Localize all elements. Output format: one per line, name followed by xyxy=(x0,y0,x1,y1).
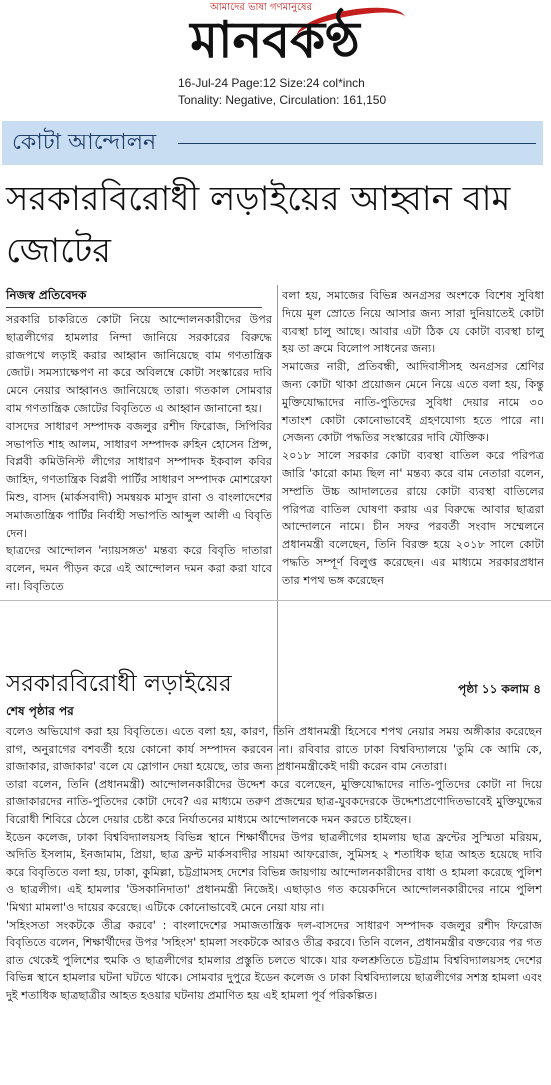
continuation-headline: সরকারবিরোধী লড়াইয়ের xyxy=(6,671,232,697)
article-kicker: কোটা আন্দোলন xyxy=(12,130,157,155)
continuation-subhead: শেষ পৃষ্ঠার পর xyxy=(6,704,74,718)
column-divider xyxy=(277,285,278,775)
column-paragraph: বলা হয়, সমাজের বিভিন্ন অনগ্রসর অংশকে বিশেষ সুবিধা দিয়ে মূল স্রোতে নিয়ে আসার জন্য সারা দুনিয়াতেই কোটা ব্যবস্থা চালু আছে। আবার এটা ঠিক যে কোটা ব্যবস্থা চালু হয় তা ক্রমে বিলোপ সাধনের জন্য। xyxy=(282,289,544,356)
newspaper-logo: মানবকণ্ঠ xyxy=(190,10,360,69)
kicker-bar xyxy=(2,121,543,165)
continuation-body xyxy=(6,723,542,1005)
column-paragraph: সরকারি চাকরিতে কোটা নিয়ে আন্দোলনকারীদের উপর ছাত্রলীগের হামলার নিন্দা জানিয়ে সরকারের বিরুদ্ধে রাজপথে লড়াই করার আহ্বান জানিয়েছে বাম গণতান্ত্রিক জোট। সমস্যাক্ষেপণ না করে অবিলম্বে কোটা সংস্কারের দাবি মেনে নেয়ার আহ্বানও জানিয়েছে তারা। গতকাল সোমবার বাম গণতান্ত্রিক জোটের বিবৃতিতে এ আহ্বান জানানো হয়। xyxy=(6,313,272,415)
column-paragraph: সমাজের নারী, প্রতিবন্ধী, আদিবাসীসহ অনগ্রসর শ্রেণির জন্য কোটা থাকা প্রয়োজন মেনে নিয়ে এতে বলা হয়, কিন্তু মুক্তিযোদ্ধাদের নাতি-পুতিদের সুবিধা দেয়ার নামে ৩০ শতাংশ কোটা কোনোভাবেই গ্রহণযোগ্য হতে পারে না। সেজন্য কোটা পদ্ধতির সংস্কারের দাবি যৌক্তিক। xyxy=(282,360,544,445)
byline-rule xyxy=(6,307,262,308)
continuation-paragraph: 'সহিংসতা সংকটকে তীব্র করবে' : বাংলাদেশের সমাজতান্ত্রিক দল-বাসদের সাধারণ সম্পাদক বজলুর রশীদ ফিরোজ বিবৃতিতে বলেন, শিক্ষার্থীদের উপর 'সহিংস' হামলা সংকটকে আরও তীব্র করবে। তিনি বলেন, প্রধানমন্ত্রীর বক্তব্যের পর গত রাত থেকেই পুলিশের হুমকি ও ছাত্রলীগের হামলার প্রস্তুতি চলতে থাকে। যার ফলশ্রুতিতে চট্টগ্রাম বিশ্ববিদ্যালয়সহ দেশের বিভিন্ন স্থানে হামলার ঘটনা ঘটতে থাকে। সোমবার দুপুরে ইডেন কলেজ ও ঢাকা বিশ্ববিদ্যালয়ে ছাত্রলীগের সশস্ত্র হামলা এবং দুই শতাধিক ছাত্রছাত্রীর আহত হওয়ার ঘটনায় প্রমাণিত হয় এই হামলা পূর্ব পরিকল্পিত। xyxy=(6,918,542,1002)
clipping-meta-tonality: Tonality: Negative, Circulation: 161,150 xyxy=(178,93,387,107)
article-column-2 xyxy=(282,287,544,590)
column-paragraph: ২০১৮ সালে সরকার কোটা ব্যবস্থা বাতিল করে পরিপত্র জারি 'কারো কাম্য ছিল না' মন্তব্য করে বাম নেতারা বলেন, সম্প্রতি উচ্চ আদালতের রায়ে কোটা ব্যবস্থা বাতিলের পরিপত্র বাতিল ঘোষণা করায় এর বিরুদ্ধে আবার ছাত্ররা আন্দোলনে নামে। চীন সফর পরবর্তী সংবাদ সম্মেলনে প্রধানমন্ত্রী বলেছেন, তিনি বিরক্ত হয়ে ২০১৮ সালে কোটা পদ্ধতি সম্পূর্ণ বিলুপ্ত করেছেন। এর মাধ্যমে সরকারপ্রধান তার শপথ ভঙ্গ করেছেন xyxy=(282,449,544,587)
jump-reference: পৃষ্ঠা ১১ কলাম ৪ xyxy=(458,682,541,696)
masthead-tagline: আমাদের ভাষা গণমানুষের xyxy=(210,2,313,13)
continuation-paragraph: ইডেন কলেজ, ঢাকা বিশ্ববিদ্যালয়সহ বিভিন্ন স্থানে শিক্ষার্থীদের উপর ছাত্রলীগের হামলায় ছাত্র ফ্রন্টের সুস্মিতা মরিয়ম, অদিতি ইসলাম, ইনজামাম, প্রিয়া, ছাত্র ফ্রন্ট মার্কসবাদীর সায়মা আফরোজ, সুমিসহ ২ শতাধিক ছাত্র আহত হয়েছে দাবি করে বিবৃতিতে বলা হয়, ঢাকা, কুমিল্লা, চট্টগ্রামসহ দেশের বিভিন্ন জায়গায় আন্দোলনকারীদের বাধা ও হামলা করেছে পুলিশ ও ছাত্রলীগ। এই হামলার 'উসকানিদাতা' প্রধানমন্ত্রী নিজেই। এছাড়াও গত কয়েকদিনে আন্দোলনকারীদের নামে পুলিশ 'মিথ্যা মামলা'ও দায়ের করেছে। এটিকে কোনোভাবেই মেনে নেয়া যায় না। xyxy=(6,830,542,914)
kicker-rule xyxy=(178,143,536,144)
continuation-paragraph: তারা বলেন, তিনি (প্রধানমন্ত্রী) আন্দোলনকারীদের উদ্দেশ করে বলেছেন, মুক্তিযোদ্ধাদের নাতি-পুতিদের কোটা না দিয়ে রাজাকারদের নাতি-পুতিদের কোটা দেবে? এর মাধ্যমে তরুণ প্রজন্মের ছাত্র-যুবকদেরকে উদ্দেশ্যপ্রণোদিতভাবেই মুক্তিযুদ্ধের বিরোধী শিবিরে ঠেলে দেয়ার চেষ্টা করে নির্যাতনের মাধ্যমে আন্দোলনকে দমন করতে চাইছেন। xyxy=(6,777,542,826)
column-paragraph: বাসদের সাধারণ সম্পাদক বজলুর রশীদ ফিরোজ, সিপিবির সভাপতি শাহ আলম, সাধারণ সম্পাদক রুহিন হোসেন প্রিন্স, বিপ্লবী কমিউনিস্ট লীগের সাধারণ সম্পাদক ইকবাল কবির জাহিদ, গণতান্ত্রিক বিপ্লবী পার্টির সাধারণ সম্পাদক মোশরেফা মিশু, বাসদ (মার্কসবাদী) সমন্বয়ক মাসুদ রানা ও বাংলাদেশের সমাজতান্ত্রিক পার্টির নির্বাহী সভাপতি আব্দুল আলী এ বিবৃতি দেন। xyxy=(6,419,272,540)
article-byline: নিজস্ব প্রতিবেদক xyxy=(6,288,87,302)
article-headline: সরকারবিরোধী লড়াইয়ের আহ্বান বাম জোটের xyxy=(6,179,511,271)
continuation-paragraph: বলেও অভিযোগ করা হয় বিবৃতিতে। এতে বলা হয়, কারণ, তিনি প্রধানমন্ত্রী হিসেবে শপথ নেয়ার সময় অঙ্গীকার করেছেন রাগ, অনুরাগের বশবর্তী হয়ে কোনো কার্য সম্পাদন করবেন না। রবিবার রাতে ঢাকা বিশ্ববিদ্যালয়ে 'তুমি কে আমি কে, রাজাকার, রাজাকার' বলে যে স্লোগান দেয়া হয়েছে, তার জন্য প্রধানমন্ত্রীকেই দায়ী করেন বাম নেতারা। xyxy=(6,725,542,774)
column-paragraph: ছাত্রদের আন্দোলন 'ন্যায়সঙ্গত' মন্তব্য করে বিবৃতি দাতারা বলেন, দমন পীড়ন করে এই আন্দোলন দমন করা করা যাবে না। বিবৃতিতে xyxy=(6,544,272,593)
section-separator xyxy=(0,600,551,601)
clipping-meta-date-size: 16-Jul-24 Page:12 Size:24 col*inch xyxy=(178,76,365,90)
masthead xyxy=(0,0,551,110)
article-column-1 xyxy=(6,311,272,596)
